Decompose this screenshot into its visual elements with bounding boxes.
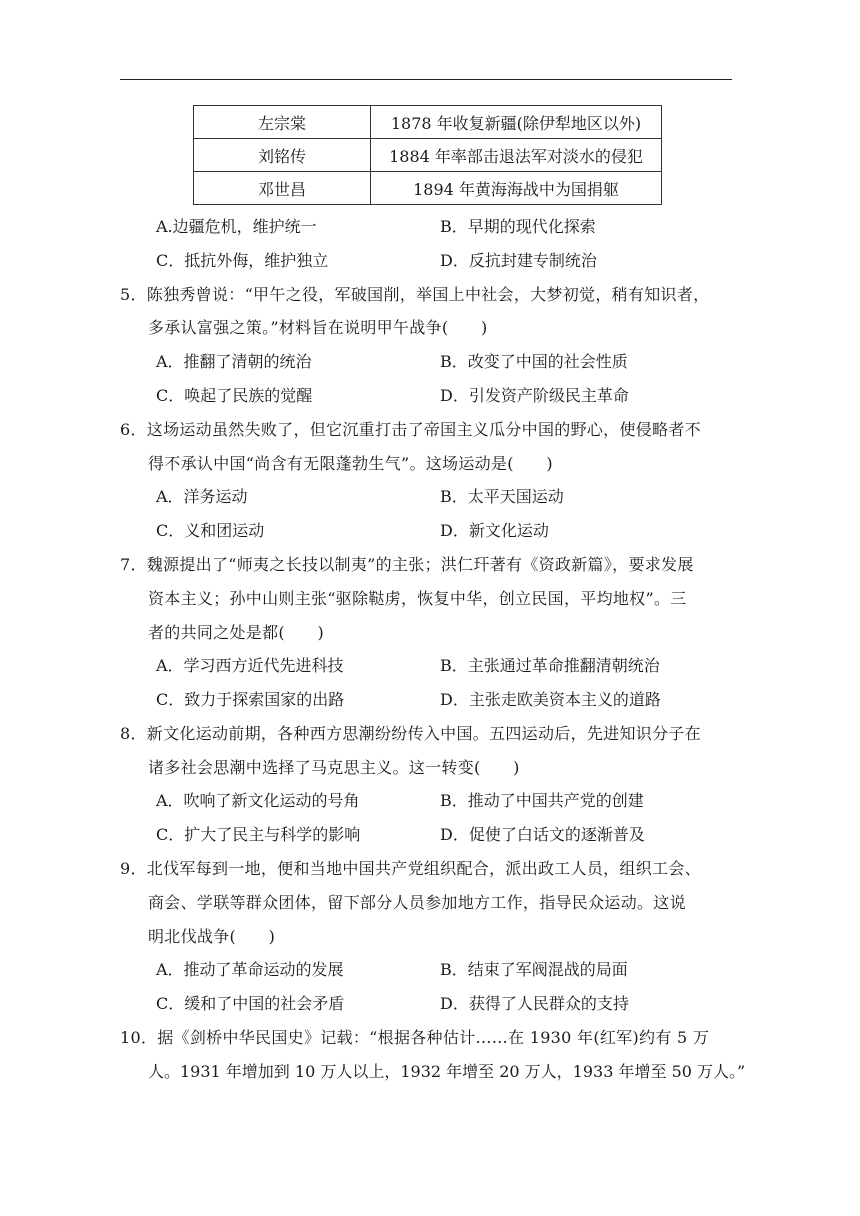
q4-option-b: B．早期的现代化探索 bbox=[440, 217, 596, 236]
q5-stem-line2: 多承认富强之策。”材料旨在说明甲午战争( ) bbox=[148, 318, 488, 337]
table-cell-event: 1884 年率部击退法军对淡水的侵犯 bbox=[371, 139, 662, 172]
q7-option-d: D．主张走欧美资本主义的道路 bbox=[440, 690, 661, 709]
q6-option-a: A．洋务运动 bbox=[156, 487, 248, 506]
q9-stem-line2: 商会、学联等群众团体，留下部分人员参加地方工作，指导民众运动。这说 bbox=[148, 893, 686, 912]
table-row bbox=[194, 139, 662, 172]
q9-option-b: B．结束了军阀混战的局面 bbox=[440, 960, 628, 979]
q9-option-a: A．推动了革命运动的发展 bbox=[156, 960, 344, 979]
table-row bbox=[194, 172, 662, 205]
header-rule bbox=[120, 79, 732, 80]
table-cell-event: 1894 年黄海海战中为国捐躯 bbox=[371, 172, 662, 205]
q8-stem-line2: 诸多社会思潮中选择了马克思主义。这一转变( ) bbox=[148, 758, 520, 777]
table-cell-name: 左宗棠 bbox=[194, 106, 371, 139]
q4-option-c: C．抵抗外侮，维护独立 bbox=[156, 251, 329, 270]
q7-option-c: C．致力于探索国家的出路 bbox=[156, 690, 345, 709]
q7-option-b: B．主张通过革命推翻清朝统治 bbox=[440, 656, 660, 675]
q7-stem-line2: 资本主义；孙中山则主张“驱除鞑虏，恢复中华，创立民国，平均地权”。三 bbox=[148, 589, 687, 608]
q7-stem-line3: 者的共同之处是都( ) bbox=[148, 623, 325, 642]
q6-option-d: D．新文化运动 bbox=[440, 521, 549, 540]
table-cell-event: 1878 年收复新疆(除伊犁地区以外) bbox=[371, 106, 662, 139]
q7-option-a: A．学习西方近代先进科技 bbox=[156, 656, 344, 675]
q9-option-c: C．缓和了中国的社会矛盾 bbox=[156, 994, 345, 1013]
q4-option-a: A.边疆危机，维护统一 bbox=[156, 217, 317, 236]
q9-option-d: D．获得了人民群众的支持 bbox=[440, 994, 629, 1013]
figures-table bbox=[193, 105, 662, 205]
table-cell-name: 邓世昌 bbox=[194, 172, 371, 205]
q7-stem-line1: 7．魏源提出了“师夷之长技以制夷”的主张；洪仁玕著有《资政新篇》，要求发展 bbox=[120, 555, 694, 574]
q10-stem-line1: 10．据《剑桥中华民国史》记载：“根据各种估计……在 1930 年(红军)约有 5 万 bbox=[120, 1028, 710, 1047]
q6-stem-line2: 得不承认中国“尚含有无限蓬勃生气”。这场运动是( ) bbox=[148, 454, 553, 473]
q8-option-d: D．促使了白话文的逐渐普及 bbox=[440, 825, 645, 844]
q8-option-b: B．推动了中国共产党的创建 bbox=[440, 791, 644, 810]
q5-option-d: D．引发资产阶级民主革命 bbox=[440, 386, 629, 405]
table-cell-name: 刘铭传 bbox=[194, 139, 371, 172]
q5-option-c: C．唤起了民族的觉醒 bbox=[156, 386, 313, 405]
q10-stem-line2: 人。1931 年增加到 10 万人以上，1932 年增至 20 万人，1933 年增至 50 万人。” bbox=[148, 1062, 746, 1081]
q5-option-a: A．推翻了清朝的统治 bbox=[156, 352, 312, 371]
q6-option-c: C．义和团运动 bbox=[156, 521, 265, 540]
q9-stem-line1: 9．北伐军每到一地，便和当地中国共产党组织配合，派出政工人员，组织工会、 bbox=[120, 859, 701, 878]
q8-option-a: A．吹响了新文化运动的号角 bbox=[156, 791, 360, 810]
q6-option-b: B．太平天国运动 bbox=[440, 487, 564, 506]
q6-stem-line1: 6．这场运动虽然失败了，但它沉重打击了帝国主义瓜分中国的野心，使侵略者不 bbox=[120, 420, 701, 439]
q5-option-b: B．改变了中国的社会性质 bbox=[440, 352, 628, 371]
table-row bbox=[194, 106, 662, 139]
q5-stem-line1: 5．陈独秀曾说：“甲午之役，军破国削，举国上中社会，大梦初觉，稍有知识者， bbox=[120, 285, 710, 304]
q8-stem-line1: 8．新文化运动前期，各种西方思潮纷纷传入中国。五四运动后，先进知识分子在 bbox=[120, 724, 701, 743]
q8-option-c: C．扩大了民主与科学的影响 bbox=[156, 825, 361, 844]
q9-stem-line3: 明北伐战争( ) bbox=[148, 927, 276, 946]
q4-option-d: D．反抗封建专制统治 bbox=[440, 251, 597, 270]
